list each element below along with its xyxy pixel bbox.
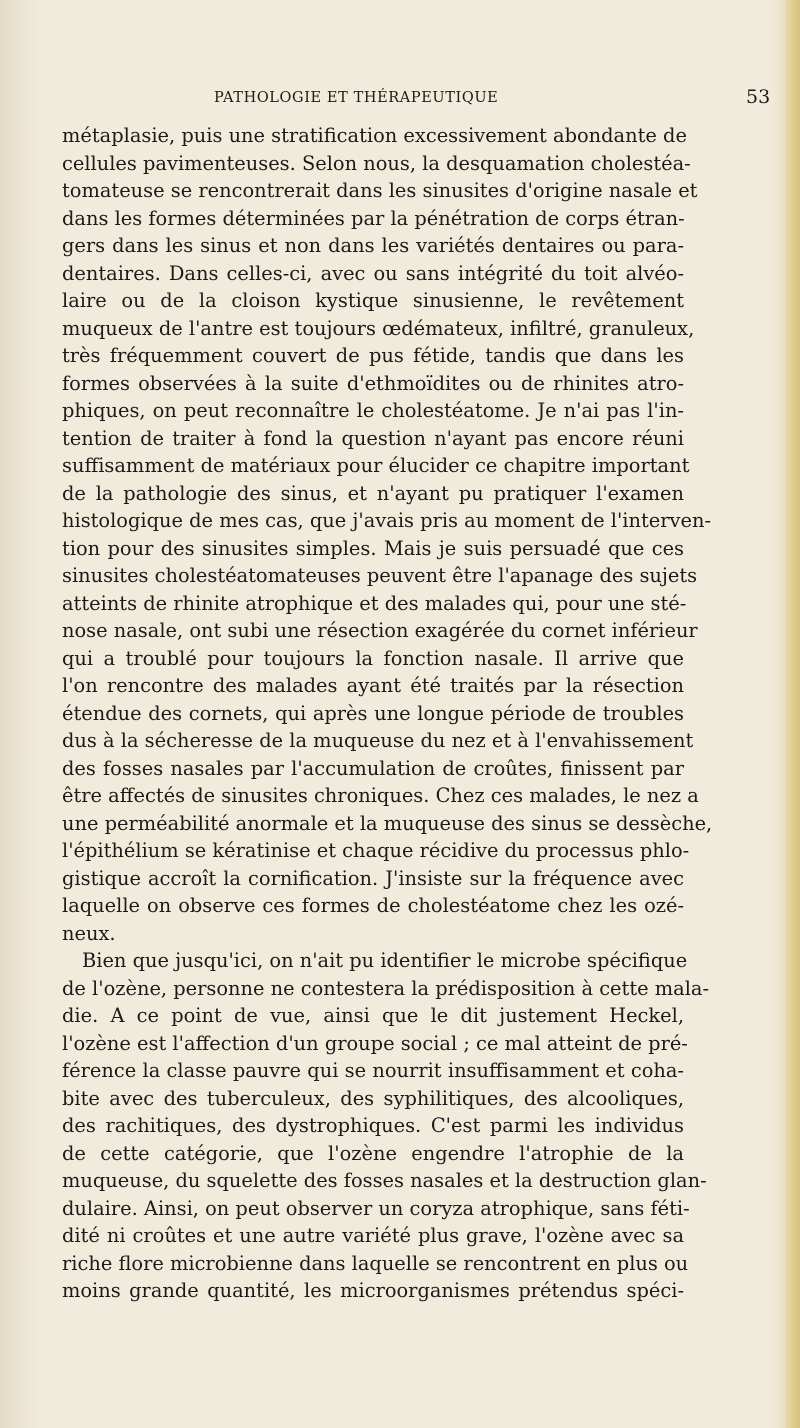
text-line: muqueux de l'antre est toujours œdémateux, infiltré, granuleux, — [62, 316, 695, 340]
text-line: laquelle on observe ces formes de cholestéatome chez les ozé- — [62, 894, 684, 917]
page-header — [0, 86, 800, 112]
text-line: moins grande quantité, les microorganismes prétendus spéci- — [62, 1279, 684, 1302]
text-line: l'ozène est l'affection d'un groupe social ; ce mal atteint de pré- — [62, 1031, 688, 1055]
text-line: qui a troublé pour toujours la fonction nasale. Il arrive que — [62, 646, 684, 670]
text-line: des fosses nasales par l'accumulation de croûtes, finissent par — [62, 756, 684, 780]
text-line: dulaire. Ainsi, on peut observer un coryza atrophique, sans féti- — [62, 1196, 690, 1220]
text-line: de cette catégorie, que l'ozène engendre l'atrophie de la — [62, 1141, 684, 1165]
text-line: gers dans les sinus et non dans les variétés dentaires ou para- — [62, 234, 684, 257]
text-line: une perméabilité anormale et la muqueuse des sinus se dessèche, — [62, 811, 713, 835]
text-line: être affectés de sinusites chroniques. Chez ces malades, le nez a — [62, 784, 699, 807]
text-line: de la pathologie des sinus, et n'ayant pu pratiquer l'examen — [62, 481, 684, 505]
text-line: tomateuse se rencontrerait dans les sinusites d'origine nasale et — [62, 179, 698, 202]
text-line: l'épithélium se kératinise et chaque récidive du processus phlo- — [62, 839, 690, 862]
text-line: sinusites cholestéatomateuses peuvent être l'apanage des sujets — [62, 564, 698, 587]
text-line: nose nasale, ont subi une résection exagérée du cornet inférieur — [62, 619, 698, 642]
text-line: neux. — [62, 921, 116, 945]
text-line: tion pour des sinusites simples. Mais je suis persuadé que ces — [62, 536, 684, 560]
text-line: formes observées à la suite d'ethmoïdites ou de rhinites atro- — [62, 371, 684, 395]
text-line: l'on rencontre des malades ayant été traités par la résection — [62, 674, 684, 697]
text-line: férence la classe pauvre qui se nourrit insuffisamment et coha- — [62, 1059, 684, 1082]
text-line: suffisamment de matériaux pour élucider ce chapitre important — [62, 454, 690, 477]
text-line: dité ni croûtes et une autre variété plus grave, l'ozène avec sa — [62, 1224, 684, 1247]
text-line: dus à la sécheresse de la muqueuse du nez et à l'envahissement — [62, 729, 694, 752]
text-line: riche flore microbienne dans laquelle se rencontrent en plus ou — [62, 1251, 689, 1275]
text-line: étendue des cornets, qui après une longue période de troubles — [62, 701, 684, 725]
text-line: métaplasie, puis une stratification excessivement abondante de — [62, 124, 687, 147]
text-line: de l'ozène, personne ne contestera la prédisposition à cette mala- — [62, 976, 710, 1000]
text-line: histologique de mes cas, que j'avais pris au moment de l'interven- — [62, 509, 711, 532]
text-line: phiques, on peut reconnaître le cholestéatome. Je n'ai pas l'in- — [62, 399, 684, 422]
page-edge — [786, 0, 800, 1428]
text-line: des rachitiques, des dystrophiques. C'est parmi les individus — [62, 1114, 684, 1137]
text-line: Bien que jusqu'ici, on n'ait pu identifier le microbe spécifique — [82, 949, 688, 972]
text-line: dentaires. Dans celles-ci, avec ou sans intégrité du toit alvéo- — [62, 261, 684, 285]
text-line: muqueuse, du squelette des fosses nasales et la destruction glan- — [62, 1169, 707, 1192]
text-line: bite avec des tuberculeux, des syphilitiques, des alcooliques, — [62, 1086, 684, 1110]
body-text — [62, 122, 713, 1305]
text-line: tention de traiter à fond la question n'ayant pas encore réuni — [62, 426, 684, 450]
text-line: cellules pavimenteuses. Selon nous, la desquamation cholestéa- — [62, 151, 691, 175]
text-line: die. A ce point de vue, ainsi que le dit justement Heckel, — [62, 1004, 684, 1027]
text-line: atteints de rhinite atrophique et des malades qui, pour une sté- — [62, 591, 687, 615]
text-line: dans les formes déterminées par la pénétration de corps étran- — [62, 206, 685, 230]
page-number: 53 — [746, 86, 771, 108]
text-line: gistique accroît la cornification. J'insiste sur la fréquence avec — [62, 866, 684, 890]
text-line: laire ou de la cloison kystique sinusienne, le revêtement — [62, 289, 684, 312]
text-line: très fréquemment couvert de pus fétide, tandis que dans les — [62, 344, 684, 367]
running-title: PATHOLOGIE ET THÉRAPEUTIQUE — [214, 90, 499, 106]
